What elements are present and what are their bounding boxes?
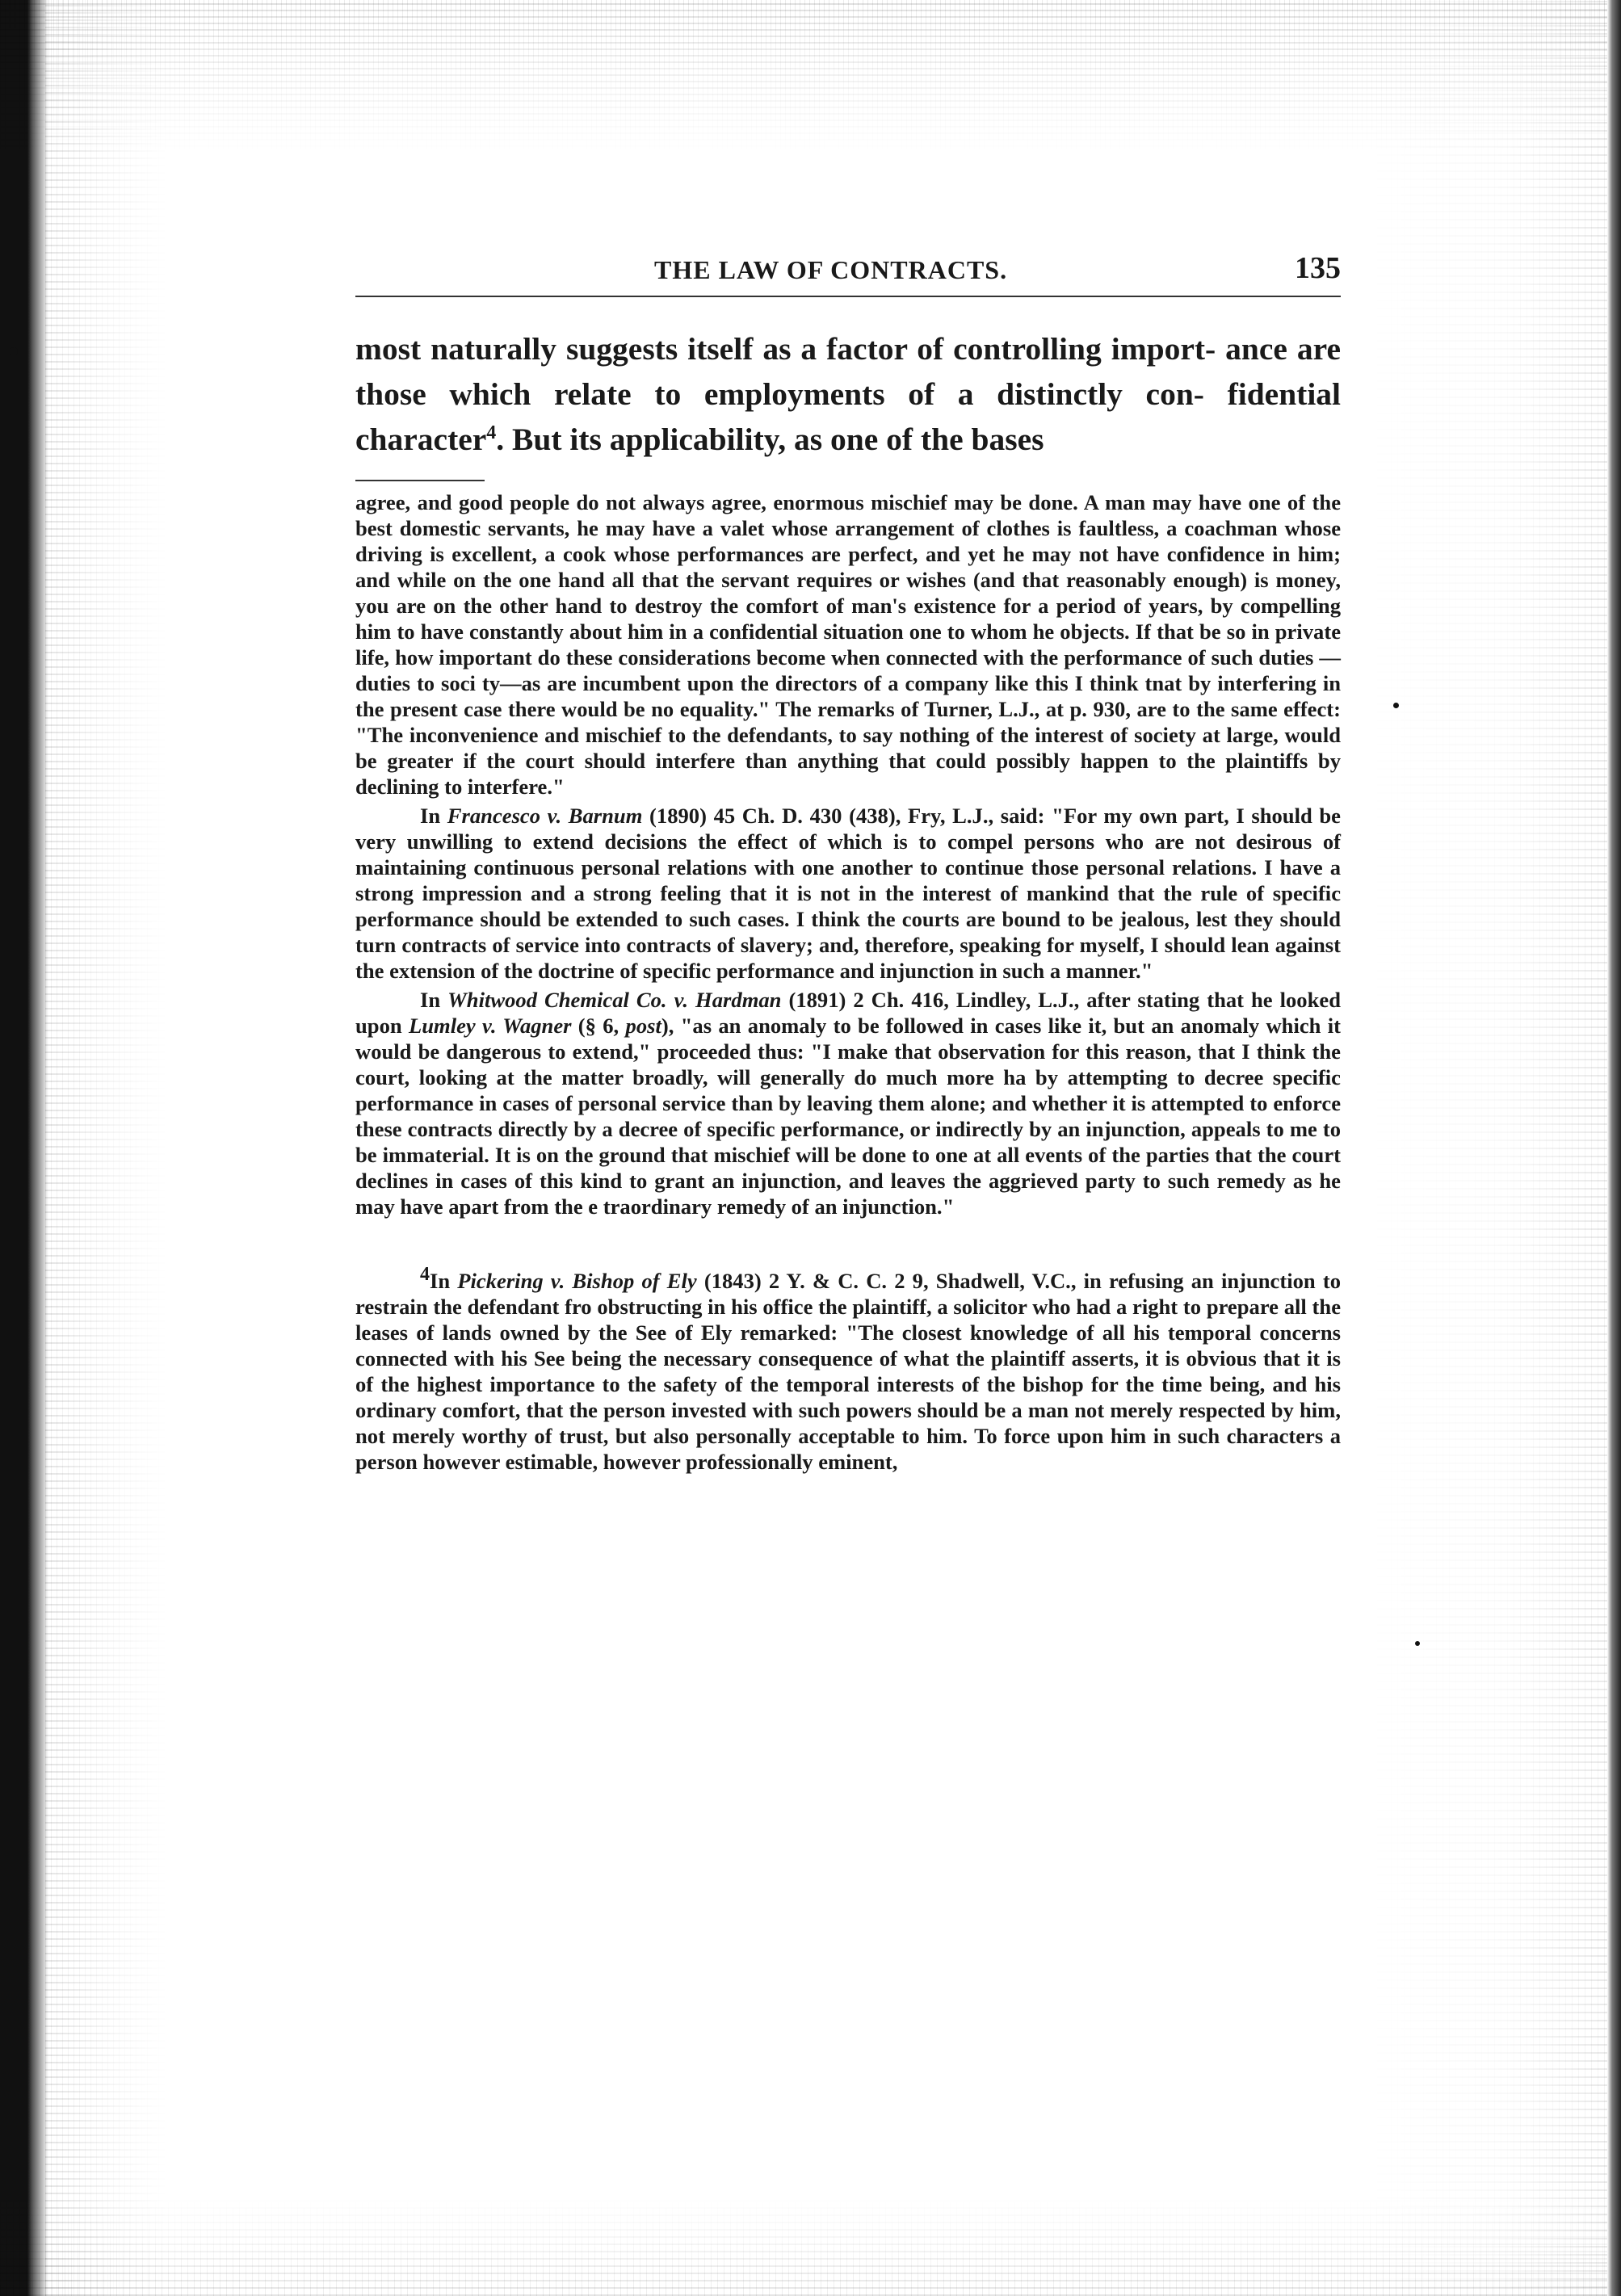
footnote-paragraph-francesco bbox=[355, 803, 1341, 984]
footnote-4 bbox=[355, 1264, 1341, 1475]
main-text bbox=[355, 326, 1341, 462]
scan-speck bbox=[10, 347, 18, 355]
cross-reference: post bbox=[625, 1014, 661, 1038]
case-name: Lumley v. Wagner bbox=[408, 1014, 572, 1038]
main-text-line: . But its applicability, as one of the bases bbox=[496, 422, 1044, 457]
case-name: Francesco v. Barnum bbox=[447, 804, 643, 828]
book-page bbox=[355, 250, 1341, 1475]
footnote-text: (1843) 2 Y. & C. C. 2 9, Shadwell, V.C., in refusing an injunction to restrain the defendant fro obstructing in his office the plaintiff, a solicitor who had a right to prepare all the leases of lands owned by the See of Ely remarked: "The closest knowledge of all his temporal concerns connected with his See being the necessary consequence of what the plaintiff asserts, it is obvious that it is of the highest importance to the safety of the temporal interests of the bishop for the time being, and his ordinary comfort, that the person invested with such powers should be a man not merely respected by him, not merely worthy of trust, but also personally acceptable to him. To force upon him in such characters a person however estimable, however professionally eminent, bbox=[355, 1269, 1341, 1474]
footnote-paragraph-whitwood bbox=[355, 987, 1341, 1219]
footnote-text: (§ 6, bbox=[571, 1014, 626, 1038]
scan-binding-edge bbox=[0, 0, 48, 2296]
footnote-text: ), "as an anomaly to be followed in cases like it, but an anomaly which it would be dangerous to extend," proceeded thus: "I make that observation for this reason, that I think the court, looking at the matter broadly, will generally do much more ha by attempting to decree specific performance in cases of personal service than by leaving them alone; and whether it is attempted to enforce these contracts directly by a decree of specific performance, or indirectly by an injunction, appeals to me to be immaterial. It is on the ground that mischief will be done to one at all events of the parties that the court declines in cases of this kind to grant an injunction, and leaves the aggrieved party to such remedy as he may have apart from the e traordinary remedy of an injunction." bbox=[355, 1014, 1341, 1219]
main-text-line: ance are those which relate to employments of a distinctly con- bbox=[355, 331, 1342, 412]
case-name: Whitwood Chemical Co. v. Hardman bbox=[447, 988, 782, 1012]
main-text-line: most naturally suggests itself as a factor of controlling import- bbox=[355, 331, 1216, 367]
running-title: THE LAW OF CONTRACTS. bbox=[654, 255, 1008, 284]
scan-speck bbox=[1415, 1641, 1420, 1646]
footnote-text: (1890) 45 Ch. D. 430 (438), Fry, L.J., said: "For my own part, I should be very unwilling to extend decisions the effect of which is to compel persons who are not desirous of maintaining continuous personal relations with one another to continue those personal relations. I have a strong impression and a strong feeling that it is not in the interest of mankind that the rule of specific performance should be extended to such cases. I think the courts are bound to be jealous, lest they should turn contracts of service into contracts of slavery; and, therefore, speaking for myself, I should lean against the extension of the doctrine of specific performance and injunction in such a manner." bbox=[355, 804, 1341, 983]
scan-noise-left bbox=[45, 0, 166, 2296]
footnote-text: In bbox=[420, 804, 447, 828]
scan-right-edge bbox=[1607, 0, 1621, 2296]
footnote-divider bbox=[355, 480, 485, 481]
footnote-text: In bbox=[420, 988, 448, 1012]
running-head bbox=[355, 250, 1341, 297]
footnote-reference: 4 bbox=[486, 422, 497, 443]
page-number: 135 bbox=[1295, 251, 1341, 285]
scan-speck bbox=[1393, 703, 1399, 708]
main-text-line: fidential character bbox=[355, 376, 1342, 457]
footnote-text: (1891) 2 Ch. 416, Lindley, L.J., after stating that he looked upon bbox=[355, 988, 1341, 1038]
footnote-marker: 4 bbox=[420, 1264, 430, 1286]
case-name: Pickering v. Bishop of Ely bbox=[457, 1269, 697, 1293]
scan-noise-right bbox=[1365, 0, 1621, 2296]
footnote-continuation: agree, and good people do not always agree, enormous mischief may be done. A man may have one of the best domestic servants, he may have a valet whose arrangement of clothes is faultless, a coachman whose driving is excellent, a cook whose performances are perfect, and yet he may not have confidence in him; and while on the one hand all that the servant requires or wishes (and that reasonably enough) is money, you are on the other hand to destroy the comfort of man's existence for a period of years, by compelling him to have constantly about him in a confidential situation one to whom he objects. If that be so in private life, how important do these considerations become when connected with the performance of such duties —duties to soci ty—as are incumbent upon the directors of a company like this I think tnat by interfering in the present case there would be no equality." The remarks of Turner, L.J., at p. 930, are to the same effect: "The inconvenience and mischief to the defendants, to say nothing of the interest of society at large, would be greater if the court should interfere than anything that could possibly happen to the plaintiffs by declining to interfere." bbox=[355, 490, 1341, 799]
footnote-text: In bbox=[430, 1269, 458, 1293]
